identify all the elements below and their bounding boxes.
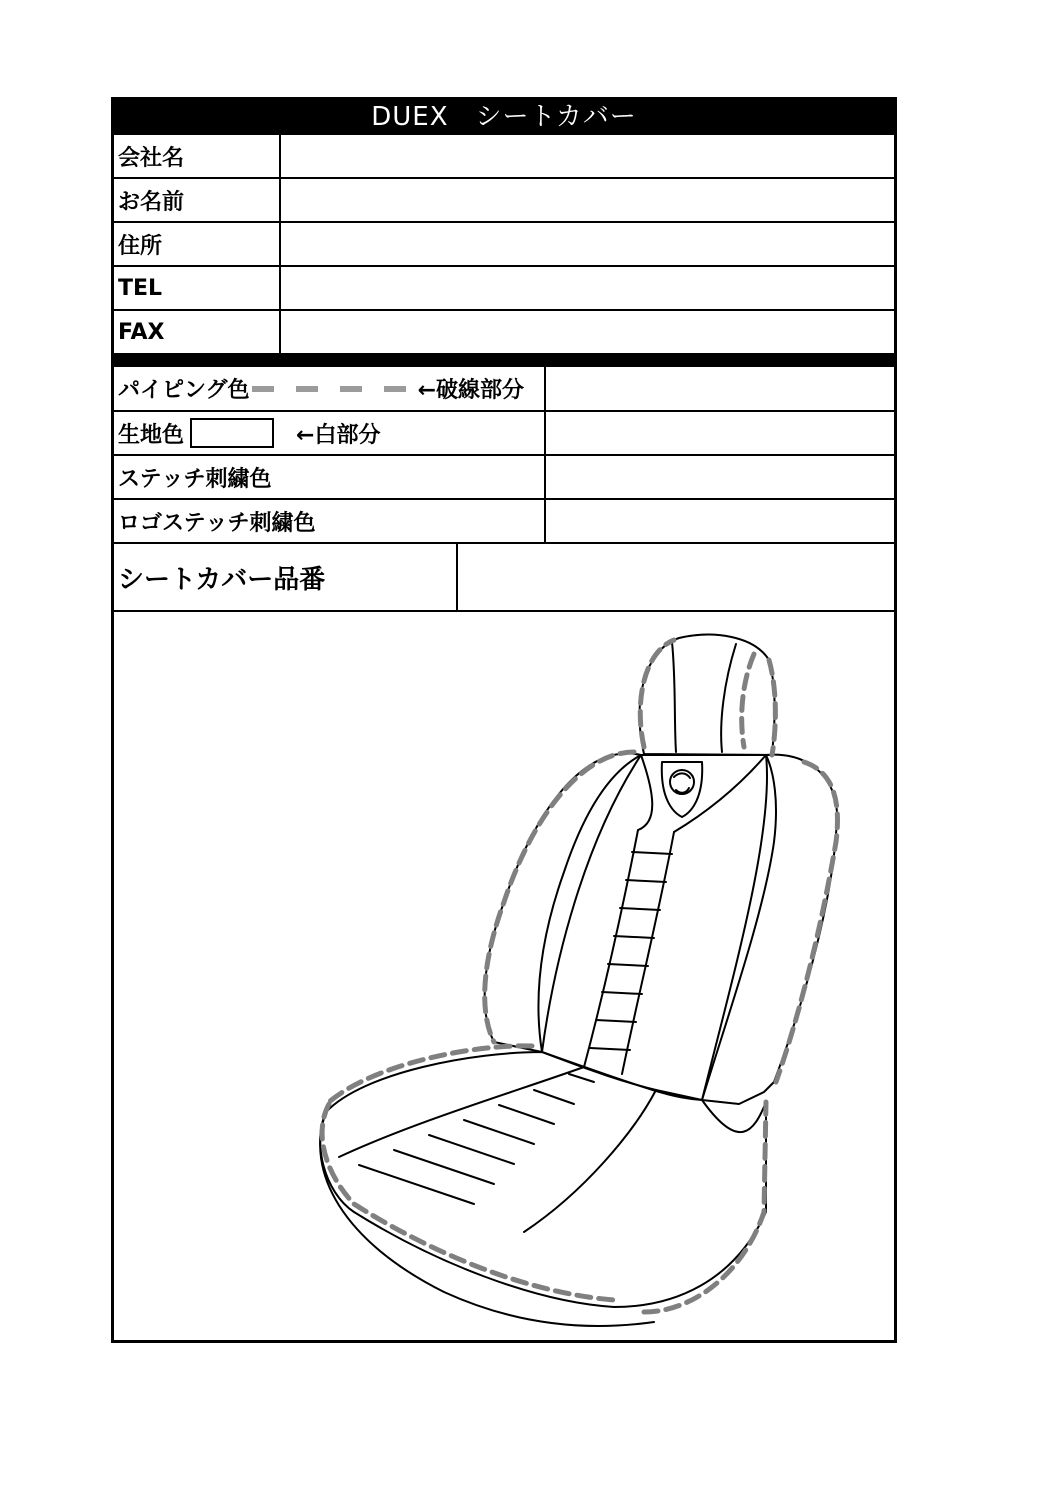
row-stitch-color <box>114 456 894 500</box>
piping-note: ←破線部分 <box>417 378 524 403</box>
dash-sample <box>384 386 406 392</box>
spine-rib <box>614 936 654 938</box>
seat-illustration <box>114 612 894 1340</box>
seat-center-panel-right <box>524 1090 656 1232</box>
tel-label: TEL <box>118 275 163 301</box>
backrest-left-bolster <box>485 753 641 1052</box>
spine-rib <box>590 1048 630 1050</box>
seat-rib <box>534 1090 574 1104</box>
row-address <box>114 223 894 267</box>
stitch-color-label: ステッチ刺繍色 <box>118 466 272 492</box>
seat-rib <box>429 1135 514 1164</box>
fax-label: FAX <box>118 319 165 345</box>
stitch-color-field[interactable] <box>544 456 894 498</box>
row-fax <box>114 311 894 353</box>
section-divider <box>114 353 894 367</box>
dash-sample <box>252 386 274 392</box>
dash-sample <box>296 386 318 392</box>
order-form <box>111 97 897 1343</box>
row-product-number <box>114 544 894 612</box>
seat-center-panel-left <box>339 1067 584 1157</box>
dash-sample <box>340 386 362 392</box>
piping-color-field[interactable] <box>544 367 894 410</box>
address-field[interactable] <box>279 223 894 265</box>
row-company <box>114 135 894 179</box>
backrest-spine-left <box>584 830 638 1067</box>
spine-rib <box>632 852 672 854</box>
company-field[interactable] <box>279 135 894 177</box>
row-name <box>114 179 894 223</box>
spine-rib <box>602 992 642 994</box>
row-tel <box>114 267 894 311</box>
seat-diagram <box>114 612 894 1340</box>
logo-stitch-color-label: ロゴステッチ刺繍色 <box>118 510 316 536</box>
piping-headrest-left <box>640 640 674 747</box>
piping-headrest-inner <box>742 654 754 747</box>
headrest-seam-right <box>721 644 736 752</box>
piping-backrest-right <box>776 762 837 1082</box>
piping-color-label <box>118 367 524 410</box>
product-number-field[interactable] <box>456 544 894 610</box>
emblem-mark <box>674 773 690 792</box>
white-swatch <box>190 418 274 448</box>
seat-cushion-outline <box>320 1052 766 1307</box>
row-logo-stitch-color <box>114 500 894 544</box>
fabric-color-label-text: 生地色 <box>118 422 185 448</box>
row-fabric-color <box>114 412 894 456</box>
spine-rib <box>626 880 666 882</box>
piping-backrest-left <box>485 752 634 1042</box>
fabric-note: ←白部分 <box>296 422 381 448</box>
address-label: 住所 <box>118 233 163 259</box>
piping-seat-right <box>644 1102 766 1312</box>
piping-headrest-right <box>769 660 775 755</box>
spine-rib <box>596 1020 636 1022</box>
row-piping-color <box>114 367 894 412</box>
seat-rib <box>394 1150 494 1184</box>
seat-rib <box>499 1105 554 1124</box>
fabric-color-label <box>118 412 380 454</box>
seat-rib <box>464 1120 534 1144</box>
fabric-color-field[interactable] <box>544 412 894 454</box>
seat-rib <box>569 1074 594 1082</box>
shoulder-flare-left <box>638 755 652 830</box>
fax-field[interactable] <box>279 311 894 353</box>
product-number-label: シートカバー品番 <box>118 564 326 595</box>
logo-stitch-color-field[interactable] <box>544 500 894 542</box>
piping-color-label-text: パイピング色 <box>118 378 250 403</box>
spine-rib <box>608 964 648 966</box>
spine-rib <box>620 908 660 910</box>
form-title: DUEX シートカバー <box>114 100 894 135</box>
name-label: お名前 <box>118 189 185 215</box>
headrest-seam-left <box>672 642 676 752</box>
company-label: 会社名 <box>118 145 185 171</box>
tel-field[interactable] <box>279 267 894 309</box>
name-field[interactable] <box>279 179 894 221</box>
